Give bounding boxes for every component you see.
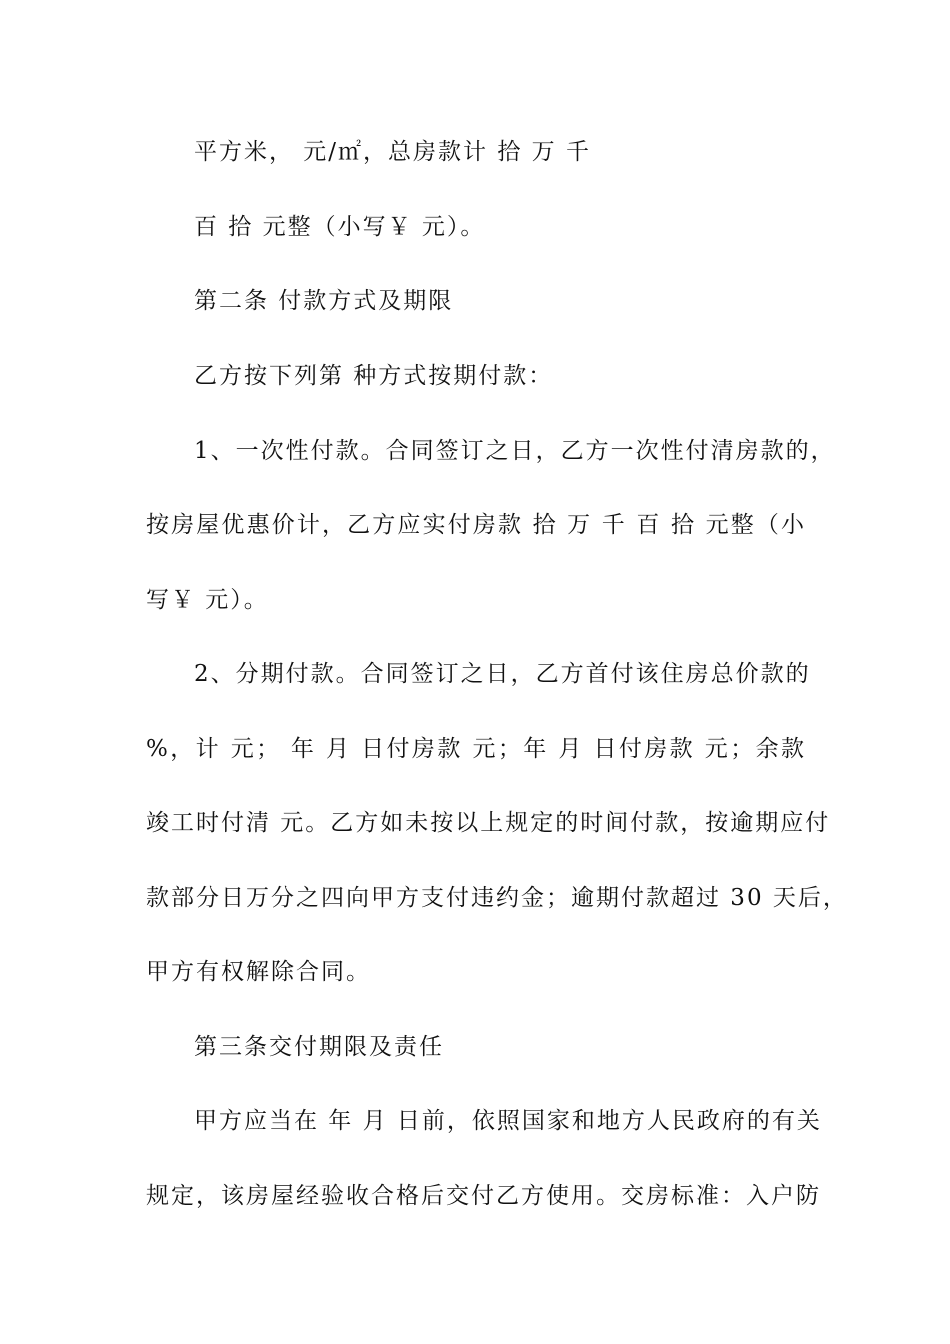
text-line: 按房屋优惠价计，乙方应实付房款 拾 万 千 百 拾 元整（小 (146, 512, 806, 538)
text-line: 1、一次性付款。合同签订之日，乙方一次性付清房款的， (194, 438, 836, 464)
text-line: 平方米， 元/㎡，总房款计 拾 万 千 (194, 139, 591, 165)
text-line: 百 拾 元整（小写￥ 元）。 (194, 214, 486, 240)
section-heading: 第三条交付期限及责任 (194, 1034, 444, 1060)
text-line: 甲方有权解除合同。 (146, 959, 371, 985)
text-line: 款部分日万分之四向甲方支付违约金；逾期付款超过 30 天后， (146, 885, 848, 911)
text-line: 规定，该房屋经验收合格后交付乙方使用。交房标准：入户防 (146, 1183, 821, 1209)
text-line: 竣工时付清 元。乙方如未按以上规定的时间付款，按逾期应付 (146, 810, 831, 836)
text-line: 写￥ 元）。 (146, 587, 269, 613)
text-line: 2、分期付款。合同签订之日，乙方首付该住房总价款的 (194, 661, 811, 687)
text-line: 乙方按下列第 种方式按期付款： (194, 363, 554, 389)
text-line: %，计 元； 年 月 日付房款 元；年 月 日付房款 元；余款 (146, 736, 806, 762)
section-heading: 第二条 付款方式及期限 (194, 288, 454, 314)
text-line: 甲方应当在 年 月 日前，依照国家和地方人民政府的有关 (194, 1108, 822, 1134)
